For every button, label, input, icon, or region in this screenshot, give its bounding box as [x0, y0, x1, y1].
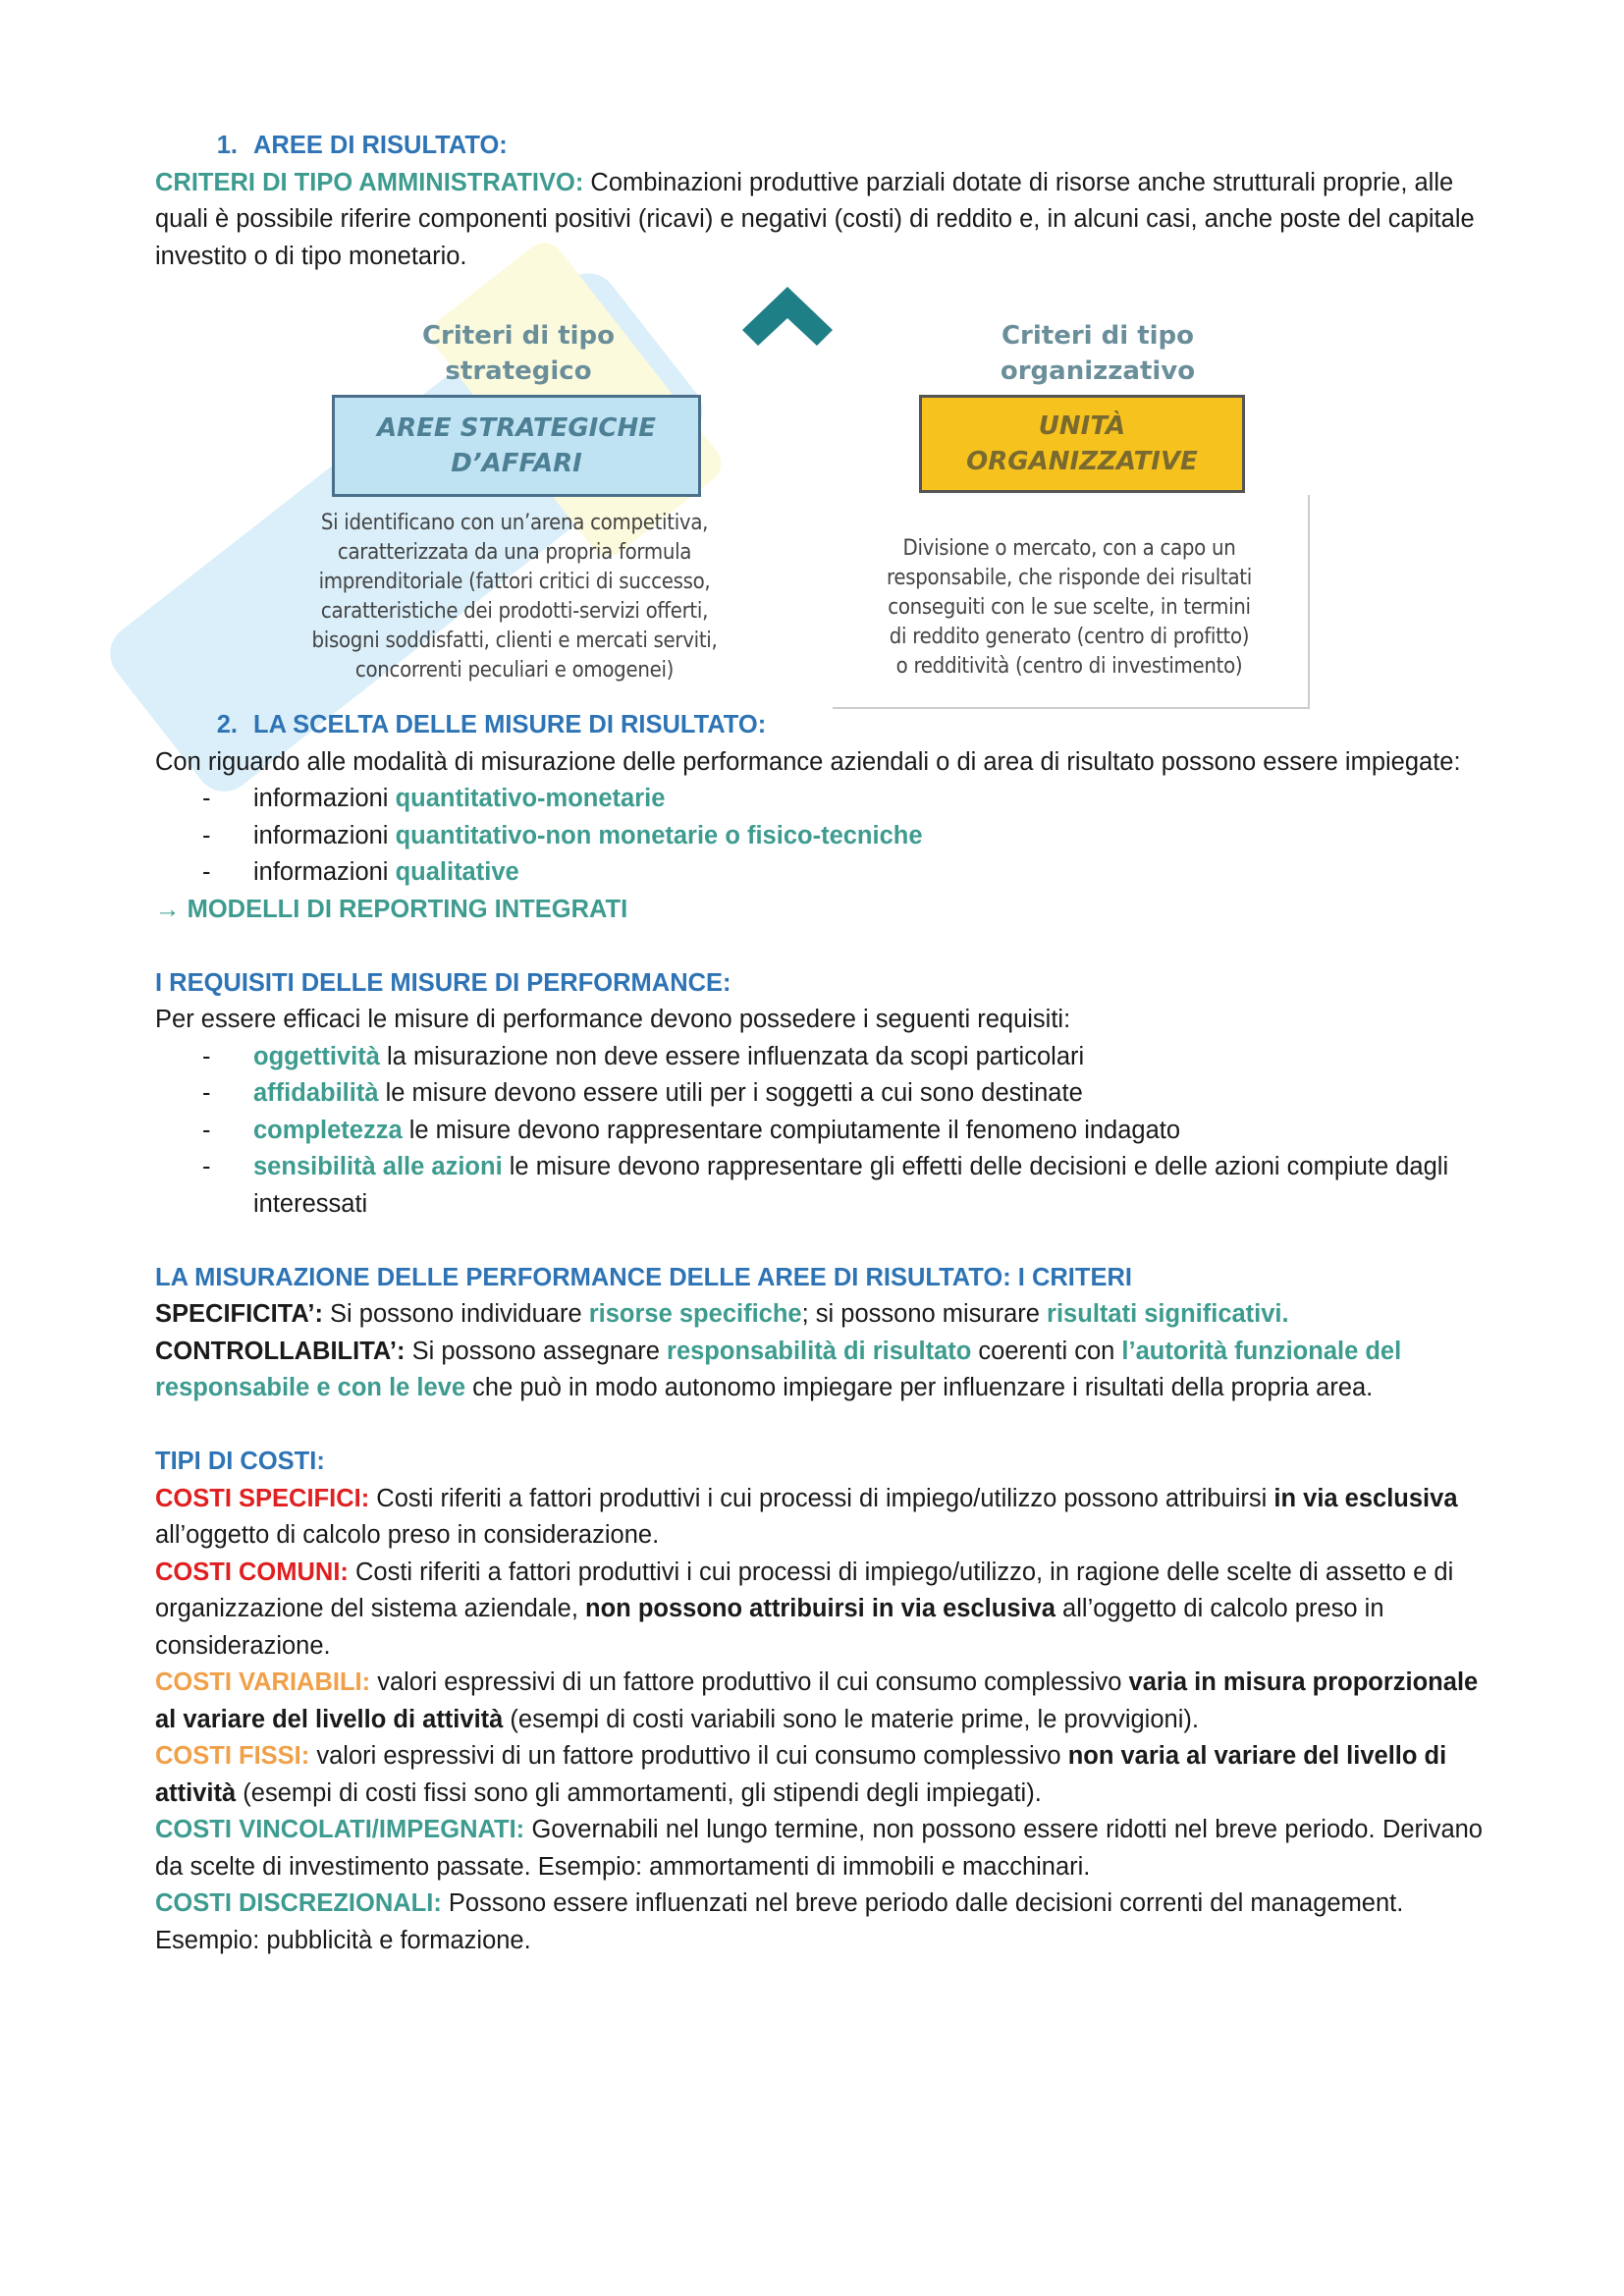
strategic-desc-line: caratteristiche dei prodotti-servizi offerti,: [320, 599, 709, 624]
variable-costs-paragraph: [155, 1665, 1483, 1738]
controllability-paragraph: [155, 1334, 1483, 1407]
strategic-title-line-1: Criteri di tipo: [421, 321, 616, 351]
organizational-description: [839, 534, 1300, 682]
highlight-run: risultati significativi.: [1047, 1300, 1289, 1328]
fixed-costs-label: COSTI FISSI:: [155, 1742, 310, 1770]
text-run: Costi riferiti a fattori produttivi i cui processi di impiego/utilizzo, in ragione delle scelte di assetto e di organizzazione del sistema aziendale,: [155, 1558, 1454, 1622]
text-run: Possono essere influenzati nel breve periodo dalle decisioni correnti del management. Esempio: pubblicità e formazione.: [155, 1889, 1404, 1954]
strategic-title-line-2: strategico: [445, 356, 592, 386]
organizational-box-line-1: UNITÀ: [1038, 411, 1126, 441]
bold-run: in via esclusiva: [1273, 1484, 1458, 1512]
text-run: ; si possono misurare: [801, 1300, 1048, 1328]
section-1-title: AREE DI RISULTATO:: [253, 132, 508, 159]
text-run: valori espressivi di un fattore produttivo il cui consumo complessivo: [370, 1668, 1129, 1696]
organizational-box-line-2: ORGANIZZATIVE: [966, 447, 1198, 476]
organizational-desc-line: o redditività (centro di investimento): [895, 654, 1243, 679]
requirement-term: affidabilità: [253, 1079, 379, 1107]
measurement-criteria-heading: LA MISURAZIONE DELLE PERFORMANCE DELLE AREE DI RISULTATO: I CRITERI: [155, 1263, 1132, 1291]
requirement-text: le misure devono rappresentare compiutamente il fenomeno indagato: [402, 1116, 1181, 1144]
text-run: Si possono individuare: [322, 1300, 589, 1328]
section-2-title: LA SCELTA DELLE MISURE DI RISULTATO:: [253, 711, 767, 738]
item-highlight: quantitativo-non monetarie o fisico-tecniche: [395, 821, 923, 849]
specific-costs-label: COSTI SPECIFICI:: [155, 1484, 370, 1512]
organizational-title-line-2: organizzativo: [1000, 356, 1196, 386]
bold-run: varia in misura proporzionale al variare del livello di attività: [155, 1668, 1479, 1733]
text-run: all’oggetto di calcolo preso in considerazione.: [155, 1521, 660, 1549]
controllability-label: CONTROLLABILITA’:: [155, 1337, 406, 1365]
organizational-units-box: [919, 395, 1245, 493]
double-arrow-icon: [738, 283, 837, 352]
bullet-dash: -: [202, 821, 211, 849]
common-costs-paragraph: [155, 1555, 1483, 1666]
text-run: Governabili nel lungo termine, non possono essere ridotti nel breve periodo. Derivano da scelte di investimento passate. Esempio: ammortamenti di immobili e macchinari.: [155, 1816, 1483, 1881]
list-item: [202, 1075, 1483, 1113]
bold-run: non varia al variare del livello di attività: [155, 1742, 1447, 1807]
reporting-models-line: → MODELLI DI REPORTING INTEGRATI: [155, 895, 628, 923]
section-1-number: 1.: [216, 132, 238, 159]
list-item: [202, 854, 1483, 892]
requirements-heading: I REQUISITI DELLE MISURE DI PERFORMANCE:: [155, 968, 731, 997]
bullet-dash: -: [202, 1153, 211, 1180]
discretionary-costs-label: COSTI DISCREZIONALI:: [155, 1889, 442, 1917]
specificity-label: SPECIFICITA’:: [155, 1300, 323, 1328]
committed-costs-paragraph: [155, 1812, 1483, 1886]
discretionary-costs-paragraph: [155, 1886, 1483, 1959]
text-run: Si possono assegnare: [405, 1337, 668, 1365]
strategic-desc-line: bisogni soddisfatti, clienti e mercati serviti,: [311, 629, 718, 653]
item-prefix: informazioni: [253, 785, 396, 812]
text-run: Costi riferiti a fattori produttivi i cui processi di impiego/utilizzo possono attribuirsi: [369, 1484, 1274, 1512]
strategic-desc-line: imprenditoriale (fattori critici di successo,: [318, 570, 711, 594]
highlight-run: responsabilità di risultato: [667, 1337, 972, 1365]
organizational-desc-line: di reddito generato (centro di profitto): [889, 625, 1250, 649]
item-prefix: informazioni: [253, 821, 396, 849]
section-1-heading: [155, 128, 1483, 165]
highlight-run: risorse specifiche: [588, 1300, 802, 1328]
organizational-desc-line: conseguiti con le sue scelte, in termini: [888, 595, 1251, 620]
text-run: valori espressivi di un fattore produttivo il cui consumo complessivo: [309, 1742, 1068, 1770]
organizational-criteria-title: [931, 318, 1265, 389]
requirement-text: le misure devono essere utili per i soggetti a cui sono destinate: [378, 1079, 1083, 1107]
item-highlight: qualitative: [395, 858, 519, 886]
list-item: [202, 1149, 1483, 1223]
bullet-dash: -: [202, 1042, 211, 1070]
strategic-business-areas-box: [332, 395, 701, 497]
text-run: (esempi di costi fissi sono gli ammortamenti, gli stipendi degli impiegati).: [236, 1778, 1042, 1807]
organizational-desc-line: responsabile, che risponde dei risultati: [887, 566, 1252, 590]
strategic-box-line-1: AREE STRATEGICHE: [377, 413, 656, 443]
organizational-desc-line: Divisione o mercato, con a capo un: [902, 536, 1236, 561]
list-item: [202, 818, 1483, 855]
text-run: all’oggetto di calcolo preso in considerazione.: [155, 1595, 1384, 1660]
bold-run: non possono attribuirsi in via esclusiva: [585, 1595, 1056, 1622]
list-item: [202, 781, 1483, 818]
section-2-heading: [155, 707, 1483, 744]
strategic-desc-line: concorrenti peculiari e omogenei): [354, 658, 675, 683]
text-run: che può in modo autonomo impiegare per influenzare i risultati della propria area.: [465, 1374, 1374, 1401]
strategic-criteria-title: [352, 318, 685, 389]
list-item: [202, 1039, 1483, 1076]
item-highlight: quantitativo-monetarie: [395, 785, 666, 812]
requirement-term: completezza: [253, 1116, 403, 1144]
bullet-dash: -: [202, 858, 211, 886]
section-2-number: 2.: [216, 711, 238, 738]
requirement-term: oggettività: [253, 1042, 380, 1070]
highlight-run: l’autorità funzionale del responsabile e con le leve: [155, 1337, 1402, 1401]
text-run: (esempi di costi variabili sono le materie prime, le provvigioni).: [503, 1705, 1199, 1733]
criteria-text: Combinazioni produttive parziali dotate di risorse anche strutturali proprie, alle quali è possibile riferire componenti positivi (ricavi) e negativi (costi) di reddito e, in alcuni casi, anche poste del capitale investito o di tipo monetario.: [155, 168, 1475, 270]
criteria-diagram: [155, 275, 1483, 707]
requirement-text: la misurazione non deve essere influenzata da scopi particolari: [379, 1042, 1085, 1070]
criteria-label: CRITERI DI TIPO AMMINISTRATIVO:: [155, 168, 584, 196]
strategic-description: [249, 509, 780, 685]
specific-costs-paragraph: [155, 1481, 1483, 1555]
requirement-term: sensibilità alle azioni: [253, 1153, 503, 1180]
strategic-desc-line: Si identificano con un’arena competitiva,: [320, 511, 709, 535]
fixed-costs-paragraph: [155, 1738, 1483, 1812]
variable-costs-label: COSTI VARIABILI:: [155, 1668, 371, 1696]
item-prefix: informazioni: [253, 858, 396, 886]
bullet-dash: -: [202, 1116, 211, 1144]
specificity-paragraph: [155, 1296, 1483, 1334]
section-2-intro: Con riguardo alle modalità di misurazione delle performance aziendali o di area di risultato possono essere impiegate:: [155, 747, 1461, 776]
committed-costs-label: COSTI VINCOLATI/IMPEGNATI:: [155, 1816, 525, 1843]
common-costs-label: COSTI COMUNI:: [155, 1558, 349, 1586]
list-item: [202, 1113, 1483, 1150]
requirements-intro: Per essere efficaci le misure di performance devono possedere i seguenti requisiti:: [155, 1006, 1071, 1033]
strategic-desc-line: caratterizzata da una propria formula: [337, 540, 692, 565]
requirement-text: le misure devono rappresentare gli effetti delle decisioni e delle azioni compiute dagli interessati: [253, 1153, 1449, 1218]
bullet-dash: -: [202, 1079, 211, 1107]
organizational-title-line-1: Criteri di tipo: [1001, 321, 1195, 351]
text-run: coerenti con: [971, 1337, 1122, 1365]
cost-types-heading: TIPI DI COSTI:: [155, 1448, 325, 1475]
bullet-dash: -: [202, 785, 211, 812]
section-1-paragraph: [155, 165, 1483, 276]
strategic-box-line-2: D’AFFARI: [451, 449, 582, 478]
